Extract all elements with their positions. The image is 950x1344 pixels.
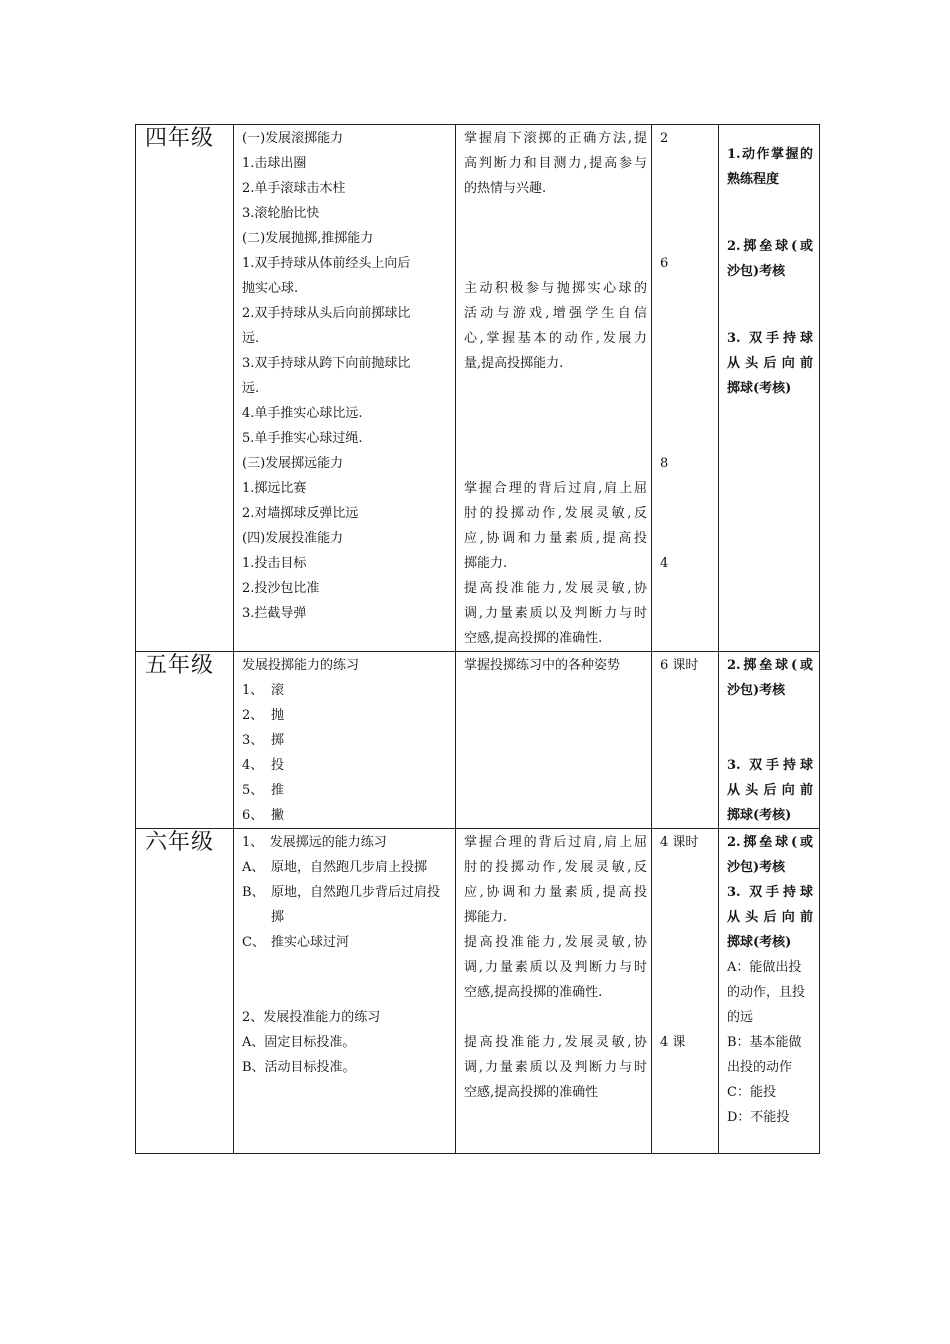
assessment-line: 的动作，且投 [727, 985, 806, 1000]
hours-value: 6 课时 [660, 658, 699, 673]
goal-cell [456, 652, 652, 829]
hours-value: 2 [660, 131, 669, 146]
content-line: 2.投沙包比准 [242, 581, 320, 596]
list-item: 2、 抛 [242, 708, 285, 723]
content-line: 3.滚轮胎比快 [242, 206, 320, 221]
goal-line: 应,协调和力量素质,提高投 [464, 885, 647, 900]
list-item: 5、 推 [242, 783, 285, 798]
hours-cell [652, 125, 719, 652]
goal-line: 应,协调和力量素质,提高投 [464, 531, 647, 546]
content-line: 1、 发展掷远的能力练习 [242, 835, 387, 850]
content-line: 1.掷远比赛 [242, 481, 307, 496]
content-line: 远. [242, 331, 260, 346]
goal-line: 肘的投掷动作,发展灵敏,反 [464, 860, 647, 875]
goal-cell [456, 125, 652, 652]
table-row [136, 125, 820, 652]
goal-line: 的热情与兴趣. [464, 181, 547, 196]
table-row [136, 829, 820, 1154]
assessment-line: 沙包)考核 [727, 860, 786, 875]
goal-line: 提高投准能力,发展灵敏,协 [464, 581, 647, 596]
goal-line: 提高投准能力,发展灵敏,协 [464, 1035, 647, 1050]
goal-cell [456, 829, 652, 1154]
assessment-line: 沙包)考核 [727, 683, 786, 698]
assessment-line: A：能做出投 [727, 960, 802, 975]
goal-line: 心,掌握基本的动作,发展力 [464, 331, 647, 346]
assessment-line: B：基本能做 [727, 1035, 802, 1050]
list-item: 1、 滚 [242, 683, 285, 698]
table-row [136, 652, 820, 829]
assessment-line: C：能投 [727, 1085, 776, 1100]
assessment-line: 熟练程度 [727, 172, 780, 187]
content-line: 1.双手持球从体前经头上向后 [242, 256, 411, 271]
hours-cell [652, 652, 719, 829]
content-cell [234, 125, 456, 652]
assessment-line: 掷球(考核) [727, 935, 792, 950]
content-line: (一)发展滚掷能力 [242, 131, 344, 146]
hours-value: 8 [660, 456, 669, 471]
content-cell [234, 829, 456, 1154]
content-line: 抛实心球. [242, 281, 299, 296]
assessment-line: 3. 双手持球 [727, 885, 813, 900]
assessment-cell [719, 652, 820, 829]
goal-line: 掷能力. [464, 910, 508, 925]
assessment-line: 掷球(考核) [727, 381, 792, 396]
content-line: 3.双手持球从跨下向前抛球比 [242, 356, 411, 371]
content-cell [234, 652, 456, 829]
assessment-line: 3. 双手持球 [727, 331, 813, 346]
assessment-cell [719, 829, 820, 1154]
assessment-line: 2.掷垒球(或 [727, 658, 813, 673]
list-item: B、 原地，自然跑几步背后过肩投掷 [242, 885, 441, 925]
hours-value: 4 课 [660, 1035, 686, 1050]
list-item: A、 原地，自然跑几步肩上投掷 [242, 860, 428, 875]
content-line: (三)发展掷远能力 [242, 456, 344, 471]
goal-line: 调,力量素质以及判断力与时 [464, 1060, 647, 1075]
list-item: C、 推实心球过河 [242, 935, 350, 950]
assessment-line: 2.掷垒球(或 [727, 239, 813, 254]
goal-line: 掌握合理的背后过肩,肩上屈 [464, 481, 647, 496]
content-line: (四)发展投准能力 [242, 531, 344, 546]
content-line: 3.拦截导弹 [242, 606, 307, 621]
goal-line: 调,力量素质以及判断力与时 [464, 606, 647, 621]
goal-line: 掷能力. [464, 556, 508, 571]
assessment-line: 从头后向前 [727, 783, 813, 798]
goal-line: 调,力量素质以及判断力与时 [464, 960, 647, 975]
assessment-cell [719, 125, 820, 652]
content-line: 1.击球出圈 [242, 156, 307, 171]
content-line: 2.对墙掷球反弹比远 [242, 506, 359, 521]
hours-value: 4 [660, 556, 669, 571]
hours-value: 6 [660, 256, 669, 271]
goal-line: 活动与游戏,增强学生自信 [464, 306, 647, 321]
goal-line: 掌握肩下滚掷的正确方法,提 [464, 131, 647, 146]
curriculum-table [135, 124, 820, 1154]
list-item: A、固定目标投准。 [242, 1035, 356, 1050]
goal-line: 肘的投掷动作,发展灵敏,反 [464, 506, 647, 521]
goal-line: 高判断力和目测力,提高参与 [464, 156, 647, 171]
goal-line: 掌握投掷练习中的各种姿势 [464, 658, 621, 673]
assessment-line: 从头后向前 [727, 356, 813, 371]
goal-line: 主动积极参与抛掷实心球的 [464, 281, 647, 296]
goal-line: 空感,提高投掷的准确性. [464, 631, 603, 646]
content-line: 2.双手持球从头后向前掷球比 [242, 306, 411, 321]
assessment-line: 沙包)考核 [727, 264, 786, 279]
content-line: 发展投掷能力的练习 [242, 658, 360, 673]
assessment-line: 2.掷垒球(或 [727, 835, 813, 850]
goal-line: 掌握合理的背后过肩,肩上屈 [464, 835, 647, 850]
goal-line: 空感,提高投掷的准确性. [464, 985, 603, 1000]
goal-line: 空感,提高投掷的准确性 [464, 1085, 599, 1100]
content-line: 1.投击目标 [242, 556, 307, 571]
assessment-line: 出投的动作 [727, 1060, 793, 1075]
assessment-line: 从头后向前 [727, 910, 813, 925]
list-item: 3、 掷 [242, 733, 285, 748]
content-line: 2、发展投准能力的练习 [242, 1010, 381, 1025]
hours-cell [652, 829, 719, 1154]
assessment-line: 1.动作掌握的 [727, 147, 813, 162]
grade-cell [136, 829, 234, 1154]
grade-cell [136, 125, 234, 652]
assessment-line: D：不能投 [727, 1110, 790, 1125]
content-line: 远. [242, 381, 260, 396]
grade-cell [136, 652, 234, 829]
content-line: 4.单手推实心球比远. [242, 406, 363, 421]
goal-line: 提高投准能力,发展灵敏,协 [464, 935, 647, 950]
list-item: 6、 撇 [242, 808, 285, 823]
list-item: 4、 投 [242, 758, 285, 773]
grade-label: 四年级 [145, 126, 215, 151]
content-line: 5.单手推实心球过绳. [242, 431, 363, 446]
grade-label: 六年级 [145, 830, 215, 855]
grade-label: 五年级 [145, 653, 215, 678]
hours-value: 4 课时 [660, 835, 699, 850]
assessment-line: 3. 双手持球 [727, 758, 813, 773]
assessment-line: 掷球(考核) [727, 808, 792, 823]
content-line: 2.单手滚球击木柱 [242, 181, 346, 196]
assessment-line: 的远 [727, 1010, 754, 1025]
content-line: (二)发展抛掷,推掷能力 [242, 231, 374, 246]
list-item: B、活动目标投准。 [242, 1060, 356, 1075]
goal-line: 量,提高投掷能力. [464, 356, 564, 371]
